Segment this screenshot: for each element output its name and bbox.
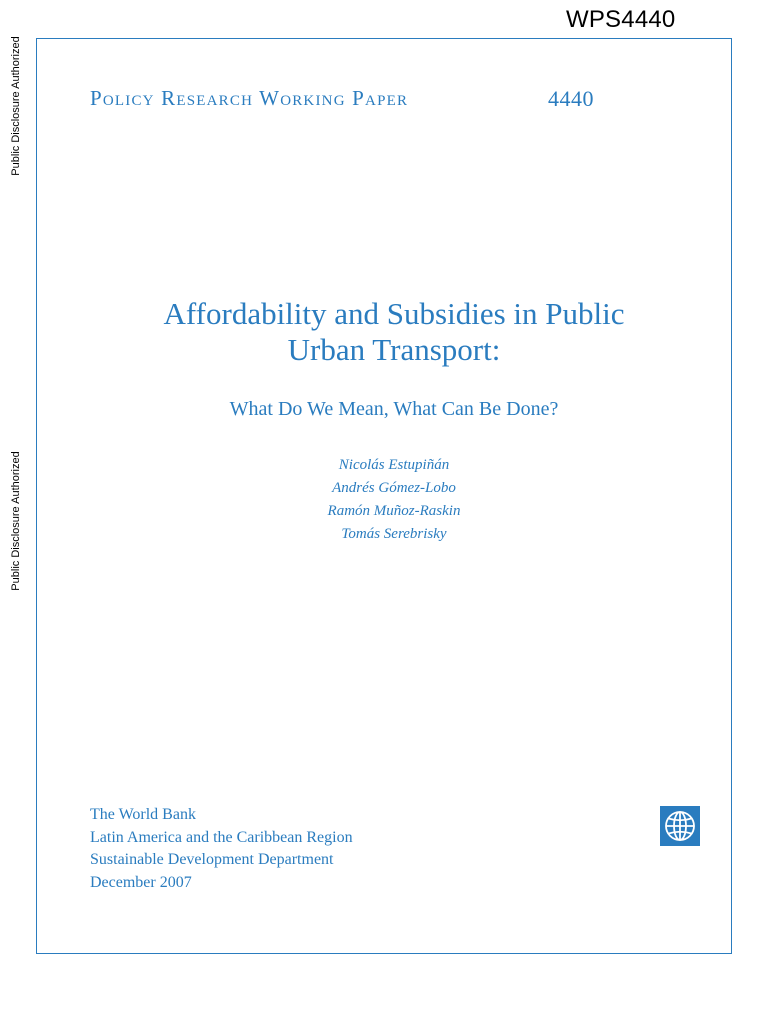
author: Tomás Serebrisky <box>341 526 447 542</box>
disclosure-label-bottom: Public Disclosure Authorized <box>10 451 22 591</box>
disclosure-label-top: Public Disclosure Authorized <box>10 36 22 176</box>
paper-title <box>110 296 678 368</box>
publisher-line: Latin America and the Caribbean Region <box>90 828 353 846</box>
publisher-block <box>90 804 353 894</box>
report-id: WPS4440 <box>566 6 676 33</box>
author: Nicolás Estupiñán <box>338 457 450 473</box>
paper-number: 4440 <box>548 86 594 111</box>
title-line-1: Affordability and Subsidies in Public <box>163 296 625 331</box>
paper-subtitle: What Do We Mean, What Can Be Done? <box>229 398 559 420</box>
series-title: Policy Research Working Paper <box>90 86 409 110</box>
publisher-line: Sustainable Development Department <box>90 851 334 868</box>
author: Ramón Muñoz-Raskin <box>327 503 461 519</box>
title-line-2: Urban Transport: <box>287 332 501 367</box>
author: Andrés Gómez-Lobo <box>332 480 456 496</box>
world-bank-globe-icon <box>660 806 700 846</box>
author-list <box>210 454 578 546</box>
publisher-line: The World Bank <box>90 806 196 823</box>
publication-date: December 2007 <box>90 873 192 891</box>
